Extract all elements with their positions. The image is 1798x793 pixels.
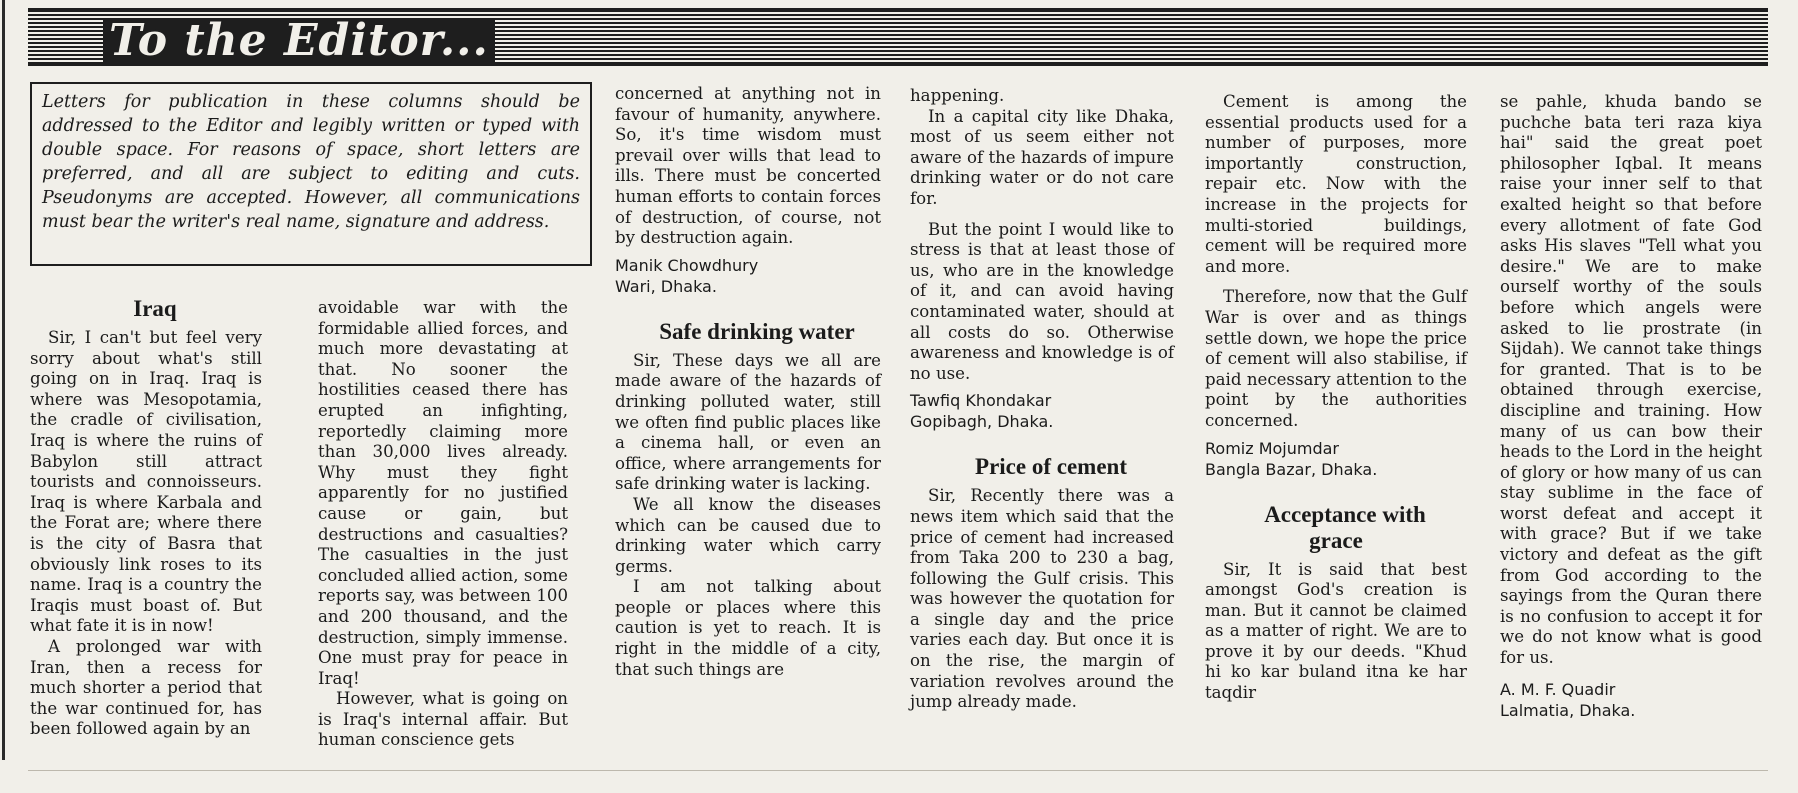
letter-heading-iraq: Iraq bbox=[133, 296, 177, 321]
letter-heading-price-of-cement: Price of cement bbox=[975, 454, 1127, 480]
letter-paragraph: In a capital city like Dhaka, most of us seem either not aware of the hazards of impure drinking water or do not care for. bbox=[910, 106, 1174, 208]
letter-paragraph: But the point I would like to stress is that at least those of us, who are in the knowledge of it, and can avoid having contaminated water, should at all costs do so. Otherwise awareness and knowledge is of no use. bbox=[910, 219, 1174, 383]
letter-paragraph: Sir, These days we all are made aware of the hazards of drinking polluted water, still we often find public places like a cinema hall, or even an office, where arrangements for safe drinking water is lacking. bbox=[615, 350, 881, 494]
letter-signature-name: Manik Chowdhury bbox=[615, 255, 759, 275]
page-bottom-rule bbox=[28, 770, 1768, 771]
section-title: To the Editor... bbox=[103, 18, 495, 64]
letter-signature-name: A. M. F. Quadir bbox=[1500, 679, 1616, 699]
letter-paragraph: Therefore, now that the Gulf War is over and as things settle down, we hope the price of cement will also stabilise, if paid necessary attention to the point by the authorities concerned. bbox=[1205, 287, 1467, 430]
letter-paragraph: happening. bbox=[910, 86, 1005, 105]
column-6 bbox=[1500, 92, 1762, 721]
column-5 bbox=[1205, 92, 1467, 704]
page-left-rule bbox=[2, 0, 5, 760]
letter-paragraph: avoidable war with the formidable allied forces, and much more devastating at that. No sooner the hostilities ceased there has erupted an infighting, reportedly claiming more than 30,000 lives already. Why must they fight apparently for no justified cause or gain, but destructions and casualties? The casualties in the just concluded allied action, some reports say, was between 100 and 200 thousand, and the destruction, simply immense. One must pray for peace in Iraq! bbox=[318, 298, 568, 688]
letter-paragraph: Sir, I can't but feel very sorry about what's still going on in Iraq. Iraq is where was Mesopotamia, the cradle of civilisation, Iraq is where the ruins of Babylon still attract tourists and connoisseurs. Iraq is where Karbala and the Forat are; where there is the city of Basra that obviously link roses to its name. Iraq is a country the Iraqis must boast of. But what fate it is in now! bbox=[30, 328, 262, 636]
letter-paragraph: Cement is among the essential products used for a number of purposes, more importantly construction, repair etc. Now with the increase in the projects for multi-storied buildings, cement will be required more and more. bbox=[1205, 92, 1467, 276]
letter-signature-place: Bangla Bazar, Dhaka. bbox=[1205, 459, 1378, 479]
letter-signature-place: Lalmatia, Dhaka. bbox=[1500, 700, 1636, 720]
submission-notice-box: Letters for publication in these columns should be addressed to the Editor and legibly written or typed with double space. For reasons of space, short letters are preferred, and all are subject to editing and cuts. Pseudonyms are accepted. However, all communications must bear the writer's real name, signature and address. bbox=[30, 82, 592, 266]
letter-paragraph: Sir, It is said that best amongst God's creation is man. But it cannot be claimed as a matter of right. We are to prove it by our deeds. "Khud hi ko kar buland itna ke har taqdir bbox=[1205, 559, 1467, 703]
column-3 bbox=[615, 84, 881, 680]
letter-heading-safe-drinking-water: Safe drinking water bbox=[659, 318, 855, 344]
section-banner bbox=[28, 8, 1768, 66]
letter-paragraph: We all know the diseases which can be caused due to drinking water which carry germs. bbox=[615, 494, 881, 576]
letter-paragraph: However, what is going on is Iraq's internal affair. But human conscience gets bbox=[318, 689, 568, 750]
letter-paragraph: Sir, Recently there was a news item which said that the price of cement had increased from Taka 200 to 230 a bag, following the Gulf crisis. This was however the quotation for a single day and the price varies each day. But once it is on the rise, the margin of variation revolves around the jump already made. bbox=[910, 486, 1174, 712]
letter-paragraph: concerned at anything not in favour of humanity, anywhere. So, it's time wisdom must prevail over wills that lead to ills. There must be concerted human efforts to contain forces of destruction, of course, not by destruction again. bbox=[615, 84, 881, 248]
column-1 bbox=[30, 296, 262, 740]
letter-paragraph: A prolonged war with Iran, then a recess for much shorter a period that the war continued for, has been followed again by an bbox=[30, 636, 262, 739]
letter-signature-name: Romiz Mojumdar bbox=[1205, 438, 1340, 458]
letter-paragraph: I am not talking about people or places where this caution is yet to reach. It is right in the middle of a city, that such things are bbox=[615, 577, 881, 679]
letter-signature-name: Tawfiq Khondakar bbox=[910, 391, 1052, 411]
column-2 bbox=[318, 298, 568, 751]
letter-signature-place: Gopibagh, Dhaka. bbox=[910, 412, 1054, 432]
letter-paragraph: se pahle, khuda bando se puchche bata teri raza kiya hai" said the great poet philosopher Iqbal. It means raise your inner self to that exalted height so that before every allotment of fate God asks His slaves "Tell what you desire." We are to make ourself worthy of the souls before which angels were asked to lie prostrate (in Sijdah). We cannot take things for granted. That is to be obtained through exercise, discipline and training. How many of us can bow their heads to the Lord in the height of glory or how many of us can stay sublime in the face of worst defeat and accept it with grace? But if we take victory and defeat as the gift from God according to the sayings from the Quran there is no confusion to accept it for we do not know what is good for us. bbox=[1500, 92, 1762, 668]
column-4 bbox=[910, 86, 1174, 713]
letter-heading-acceptance-with-grace: Acceptance with grace bbox=[1264, 501, 1426, 553]
letter-signature-place: Wari, Dhaka. bbox=[615, 276, 717, 296]
